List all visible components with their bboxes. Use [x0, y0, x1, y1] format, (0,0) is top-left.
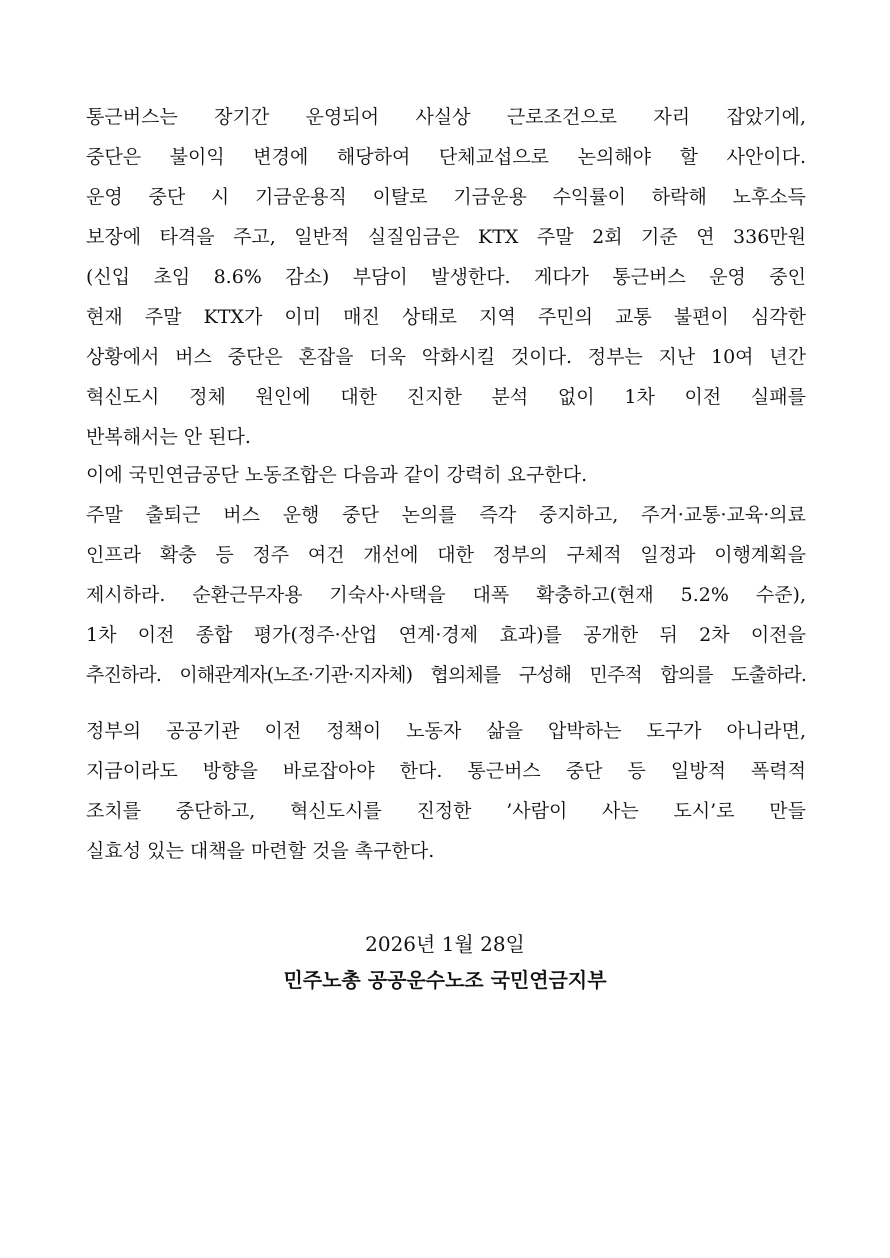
text-line: 지금이라도 방향을 바로잡아야 한다. 통근버스 중단 등 일방적 폭력적 — [86, 760, 806, 782]
text-line: 제시하라. 순환근무자용 기숙사·사택을 대폭 확충하고(현재 5.2% 수준), — [86, 584, 806, 606]
text-line: 조치를 중단하고, 혁신도시를 진정한 ’사람이 사는 도시’로 만들 — [86, 800, 806, 822]
text-line: 반복해서는 안 된다. — [86, 426, 251, 448]
paragraph-conclusion — [86, 711, 806, 871]
text-line: 보장에 타격을 주고, 일반적 실질임금은 KTX 주말 2회 기준 연 336만원 — [86, 226, 806, 248]
text-line: 중단은 불이익 변경에 해당하여 단체교섭으로 논의해야 할 사안이다. — [86, 146, 806, 168]
text-line: 운영 중단 시 기금운용직 이탈로 기금운용 수익률이 하락해 노후소득 — [86, 186, 806, 208]
paragraph-union-demands — [86, 455, 806, 695]
text-line: (신입 초임 8.6% 감소) 부담이 발생한다. 게다가 통근버스 운영 중인 — [86, 266, 806, 288]
text-line: 통근버스는 장기간 운영되어 사실상 근로조건으로 자리 잡았기에, — [86, 106, 806, 128]
text-line: 주말 출퇴근 버스 운행 중단 논의를 즉각 중지하고, 주거·교통·교육·의료 — [86, 504, 806, 526]
document-date: 2026년 1월 28일 — [365, 932, 525, 956]
text-line: 1차 이전 종합 평가(정주·산업 연계·경제 효과)를 공개한 뒤 2차 이전을 — [86, 624, 806, 646]
text-line: 상황에서 버스 중단은 혼잡을 더욱 악화시킬 것이다. 정부는 지난 10여 년간 — [86, 346, 806, 368]
text-line: 실효성 있는 대책을 마련할 것을 촉구한다. — [86, 840, 435, 862]
text-line: 정부의 공공기관 이전 정책이 노동자 삶을 압박하는 도구가 아니라면, — [86, 720, 806, 742]
text-line: 혁신도시 정체 원인에 대한 진지한 분석 없이 1차 이전 실패를 — [86, 386, 806, 408]
text-line: 인프라 확충 등 정주 여건 개선에 대한 정부의 구체적 일정과 이행계획을 — [86, 544, 806, 566]
issuing-organization: 민주노총 공공운수노조 국민연금지부 — [283, 968, 607, 992]
text-line: 추진하라. 이해관계자(노조·기관·지자체) 협의체를 구성해 민주적 합의를 도출하라. — [86, 664, 806, 686]
text-line: 현재 주말 KTX가 이미 매진 상태로 지역 주민의 교통 불편이 심각한 — [86, 306, 806, 328]
paragraph-commute-bus-analysis — [86, 97, 806, 457]
text-line: 이에 국민연금공단 노동조합은 다음과 같이 강력히 요구한다. — [86, 464, 588, 486]
